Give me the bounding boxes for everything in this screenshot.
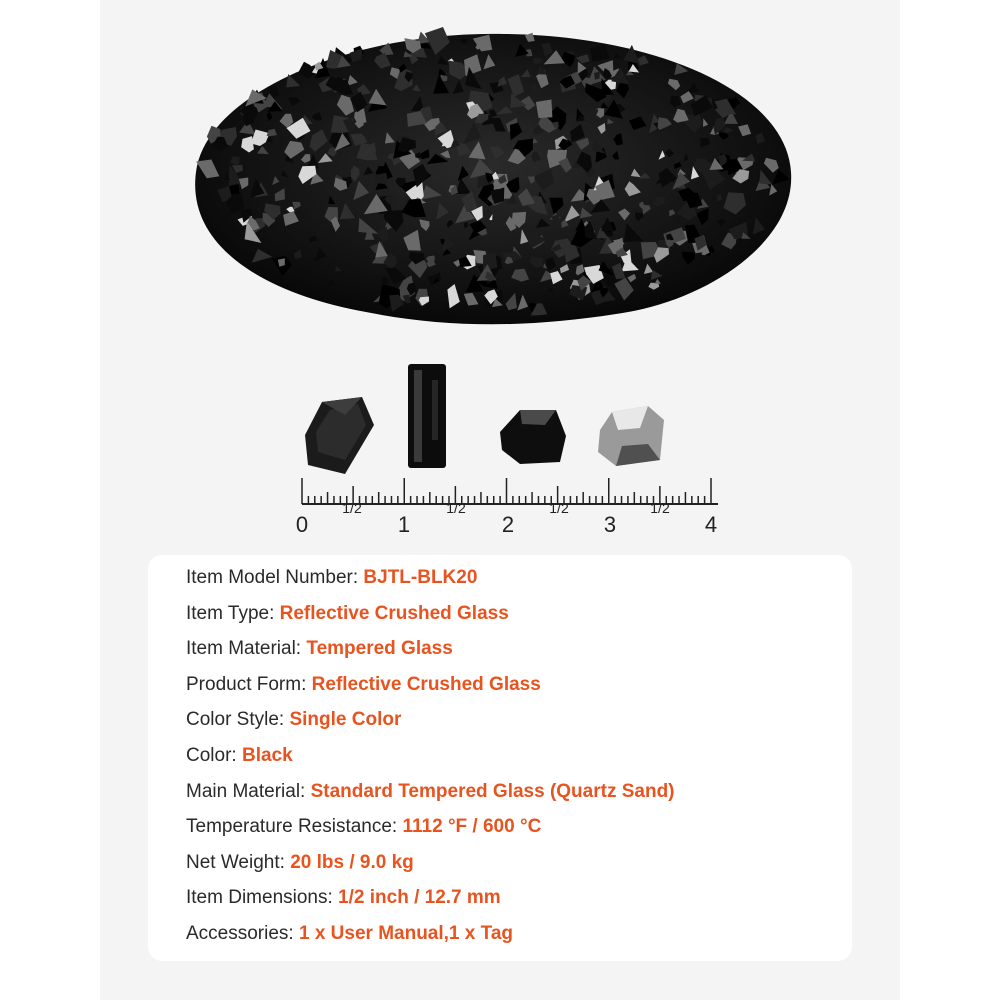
ruler-half-label: 1/2 <box>549 500 569 516</box>
spec-label: Color: <box>186 745 242 766</box>
spec-label: Main Material: <box>186 781 311 802</box>
spec-value: Single Color <box>289 709 402 730</box>
spec-row-item-type <box>186 603 509 625</box>
ruler-label-0: 0 <box>295 512 309 537</box>
spec-value: 20 lbs / 9.0 kg <box>290 852 414 873</box>
spec-row-item-material <box>186 638 453 660</box>
spec-row-color <box>186 745 293 767</box>
spec-row-model-number <box>186 567 477 589</box>
spec-row-temperature-resistance <box>186 816 541 838</box>
ruler-half-label: 1/2 <box>342 500 362 516</box>
spec-value: BJTL-BLK20 <box>363 567 478 588</box>
ruler-label-1: 1 <box>397 512 411 537</box>
ruler-label-3: 3 <box>603 512 617 537</box>
spec-label: Temperature Resistance: <box>186 816 403 837</box>
spec-row-main-material <box>186 781 675 803</box>
spec-value: 1 x User Manual,1 x Tag <box>298 923 513 944</box>
spec-row-product-form <box>186 674 541 696</box>
spec-value: 1/2 inch / 12.7 mm <box>338 887 501 908</box>
spec-value: Standard Tempered Glass (Quartz Sand) <box>310 781 675 802</box>
glass-chip <box>536 100 553 119</box>
spec-value: Black <box>241 745 293 766</box>
spec-label: Item Material: <box>186 638 307 659</box>
spec-label: Color Style: <box>186 709 290 730</box>
spec-value: Reflective Crushed Glass <box>279 603 509 624</box>
spec-value: 1112 °F / 600 °C <box>402 816 542 837</box>
spec-label: Item Dimensions: <box>186 887 339 908</box>
spec-label: Net Weight: <box>186 852 291 873</box>
spec-label: Item Type: <box>186 603 280 624</box>
ruler-half-label: 1/2 <box>650 500 670 516</box>
spec-value: Tempered Glass <box>306 638 453 659</box>
ruler-half-label: 1/2 <box>446 500 466 516</box>
ruler-label-2: 2 <box>501 512 515 537</box>
spec-row-color-style <box>186 709 401 731</box>
spec-row-item-dimensions <box>186 887 501 909</box>
spec-value: Reflective Crushed Glass <box>311 674 541 695</box>
ruler-label-4: 4 <box>704 512 718 537</box>
spec-label: Product Form: <box>186 674 312 695</box>
spec-label: Item Model Number: <box>186 567 364 588</box>
spec-label: Accessories: <box>186 923 299 944</box>
crushed-glass-pile-image <box>186 22 798 332</box>
spec-card <box>148 555 852 961</box>
spec-row-accessories <box>186 923 513 945</box>
spec-row-net-weight <box>186 852 414 874</box>
